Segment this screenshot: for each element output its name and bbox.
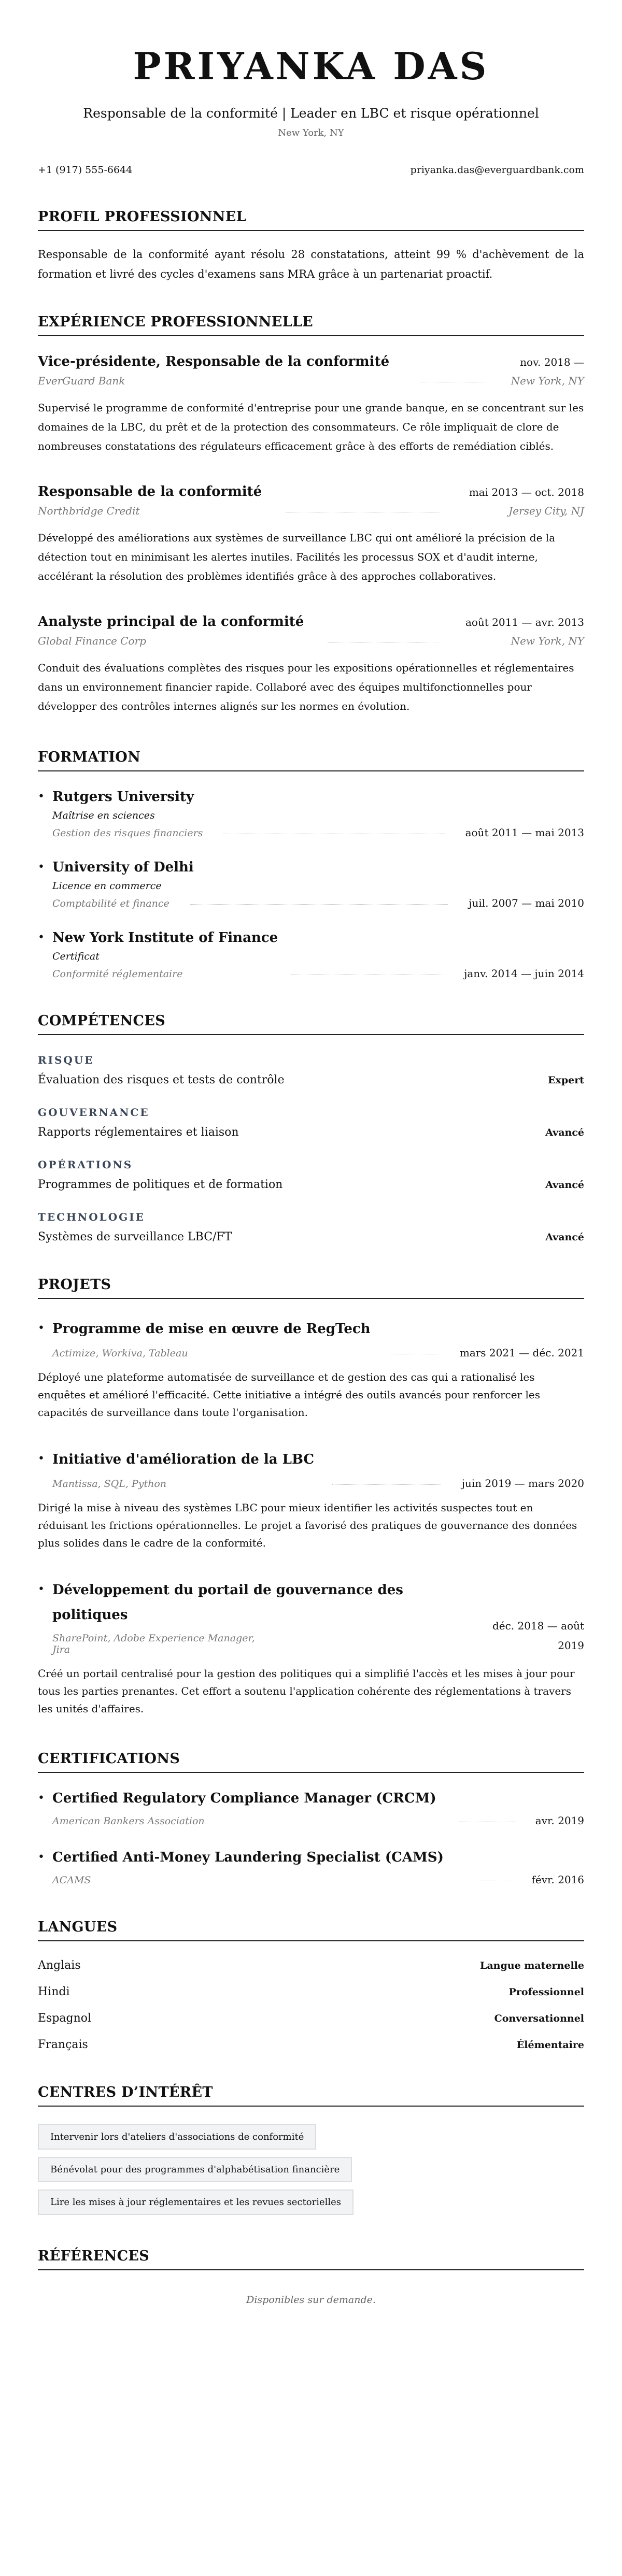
school-name: New York Institute of Finance (52, 930, 278, 946)
project-dates: mars 2021 — déc. 2021 (459, 1347, 584, 1359)
job-entry (38, 484, 584, 586)
project-dates: juin 2019 — mars 2020 (461, 1477, 584, 1490)
certification-entry (38, 1791, 584, 1827)
bullet-icon: • (38, 1583, 45, 1596)
interests-section (38, 2084, 584, 2215)
references-section (38, 2248, 584, 2306)
bullet-icon: • (38, 931, 45, 944)
skill-name: Programmes de politiques et de formation (38, 1178, 283, 1191)
job-dates: mai 2013 — oct. 2018 (469, 486, 584, 498)
phone[interactable]: +1 (917) 555-6644 (38, 164, 133, 176)
section-title: RÉFÉRENCES (38, 2248, 584, 2270)
job-entry (38, 614, 584, 716)
language-name: Anglais (38, 1959, 81, 1972)
job-description: Développé des améliorations aux systèmes de surveillance LBC qui ont amélioré la précision de la détection tout en minimisant les alertes inutiles. Facilités les processus SOX et d'audit interne, accélérant la résolution des problèmes identifiés grâce à des approches collaboratives. (38, 532, 556, 582)
skill-name: Rapports réglementaires et liaison (38, 1126, 239, 1139)
section-title: CERTIFICATIONS (38, 1751, 584, 1773)
certification-date: avr. 2019 (535, 1814, 584, 1827)
interest-tag: Bénévolat pour des programmes d'alphabétisation financière (38, 2157, 352, 2182)
bullet-icon: • (38, 861, 45, 874)
job-location: New York, NY (511, 635, 584, 647)
school-name: Rutgers University (52, 789, 194, 805)
job-location: New York, NY (511, 375, 584, 387)
skill-category: TECHNOLOGIE (38, 1211, 145, 1223)
language-level: Professionnel (508, 1986, 584, 1998)
skill-name: Systèmes de surveillance LBC/FT (38, 1230, 232, 1243)
job-location: Jersey City, NJ (508, 505, 584, 517)
project-entry (38, 1447, 584, 1552)
skill-level: Avancé (545, 1232, 584, 1243)
certification-issuer: ACAMS (52, 1874, 91, 1886)
project-description: Créé un portail centralisé pour la gestion des politiques qui a simplifié l'accès et les mises à jour pour tous les parties prenantes. Cet effort a soutenu l'application cohérente des réglementations à travers les unités d'affaires. (38, 1667, 575, 1715)
job-description: Conduit des évaluations complètes des risques pour les expositions opérationnelles et réglementaires dans un environnement financier rapide. Collaboré avec des équipes multifonctionnelles pour développer des contrôles internes alignés sur les normes en évolution. (38, 662, 574, 712)
education-dates: janv. 2014 — juin 2014 (464, 967, 584, 980)
profile-summary: Responsable de la conformité ayant résolu 28 constatations, atteint 99 % d'achèvement de la formation et livré des cycles d'examens sans MRA grâce à un partenariat proactif. (38, 248, 584, 280)
bullet-icon: • (38, 790, 45, 803)
job-entry (38, 354, 584, 456)
skill-level: Avancé (545, 1127, 584, 1138)
skill-level: Expert (548, 1075, 584, 1086)
section-title: LANGUES (38, 1919, 584, 1941)
job-title: Analyste principal de la conformité (38, 614, 304, 629)
skill-group (38, 1054, 584, 1086)
project-tech: SharePoint, Adobe Experience Manager, Jira (52, 1633, 255, 1655)
certifications-section (38, 1751, 584, 1886)
languages-section (38, 1919, 584, 2051)
skill-group (38, 1211, 584, 1243)
project-description: Dirigé la mise à niveau des systèmes LBC pour mieux identifier les activités suspectes tout en réduisant les frictions opérationnelles. Le projet a favorisé des pratiques de gouvernance des données plus solides dans le cadre de la conformité. (38, 1501, 577, 1549)
certification-date: févr. 2016 (531, 1873, 584, 1886)
interest-tag: Intervenir lors d'ateliers d'associations de conformité (38, 2124, 316, 2150)
skill-group (38, 1106, 584, 1139)
skill-category: GOUVERNANCE (38, 1106, 150, 1119)
bullet-icon: • (38, 1851, 45, 1864)
field-of-study: Comptabilité et finance (52, 898, 169, 909)
company: Global Finance Corp (38, 635, 146, 647)
project-title: Développement du portail de gouvernance des politiques (52, 1582, 403, 1623)
project-tech: Actimize, Workiva, Tableau (52, 1348, 188, 1359)
job-title: Vice-présidente, Responsable de la conformité (38, 354, 390, 369)
education-entry (38, 860, 584, 909)
language-level: Langue maternelle (479, 1960, 584, 1971)
section-title: CENTRES D’INTÉRÊT (38, 2084, 584, 2107)
degree: Maîtrise en sciences (52, 810, 155, 821)
project-dates: déc. 2018 — août 2019 (492, 1620, 584, 1652)
bullet-icon: • (38, 1792, 45, 1805)
language-level: Conversationnel (494, 2013, 584, 2024)
field-of-study: Gestion des risques financiers (52, 827, 203, 839)
job-title: Responsable de la conformité (38, 484, 262, 499)
project-description: Déployé une plateforme automatisée de surveillance et de gestion des cas qui a rationalisé les enquêtes et amélioré l'efficacité. Cette initiative a intégré des outils avancés pour renforcer les capacités de surveillance dans toute l'organisation. (38, 1371, 540, 1419)
job-dates: août 2011 — avr. 2013 (465, 616, 584, 628)
skills-section (38, 1013, 584, 1243)
certification-name: Certified Anti-Money Laundering Specialist (CAMS) (52, 1850, 444, 1865)
project-entry (38, 1578, 584, 1718)
degree: Licence en commerce (52, 880, 162, 892)
school-name: University of Delhi (52, 860, 194, 875)
dotted-leader (190, 904, 448, 905)
education-section (38, 749, 584, 980)
degree: Certificat (52, 951, 100, 962)
section-title: COMPÉTENCES (38, 1013, 584, 1035)
email[interactable]: priyanka.das@everguardbank.com (410, 164, 584, 176)
project-entry (38, 1316, 584, 1421)
education-dates: août 2011 — mai 2013 (465, 826, 584, 839)
project-tech: Mantissa, SQL, Python (52, 1478, 166, 1490)
language-level: Élémentaire (516, 2039, 584, 2051)
education-dates: juil. 2007 — mai 2010 (469, 897, 584, 909)
skill-name: Évaluation des risques et tests de contrôle (38, 1074, 285, 1086)
bullet-icon: • (38, 1322, 45, 1335)
resume-header (38, 40, 584, 176)
project-title: Initiative d'amélioration de la LBC (52, 1452, 315, 1467)
job-dates: nov. 2018 — (520, 356, 584, 368)
skill-category: OPÉRATIONS (38, 1158, 133, 1171)
education-entry (38, 789, 584, 839)
section-title: PROFIL PROFESSIONNEL (38, 209, 584, 231)
certification-issuer: American Bankers Association (52, 1815, 205, 1827)
education-entry (38, 930, 584, 980)
references-note: Disponibles sur demande. (246, 2294, 376, 2306)
company: Northbridge Credit (38, 505, 140, 517)
language-name: Hindi (38, 1985, 70, 1998)
certification-entry (38, 1850, 584, 1886)
candidate-headline: Responsable de la conformité | Leader en LBC et risque opérationnel (83, 106, 539, 121)
bullet-icon: • (38, 1452, 45, 1465)
field-of-study: Conformité réglementaire (52, 968, 183, 980)
experience-section (38, 314, 584, 716)
certification-name: Certified Regulatory Compliance Manager (CRCM) (52, 1791, 436, 1806)
section-title: EXPÉRIENCE PROFESSIONNELLE (38, 314, 584, 336)
job-description: Supervisé le programme de conformité d'entreprise pour une grande banque, en se concentrant sur les domaines de la LBC, du prêt et de la protection des consommateurs. Ce rôle impliquait de clore de nombreuses constatations des régulateurs efficacement grâce à des efforts de remédiation ciblés. (38, 402, 584, 452)
profile-section (38, 209, 584, 284)
candidate-location: New York, NY (278, 127, 344, 138)
language-row (38, 2012, 584, 2025)
skill-group (38, 1158, 584, 1191)
section-title: PROJETS (38, 1277, 584, 1299)
company: EverGuard Bank (38, 375, 125, 387)
interest-list (38, 2124, 584, 2215)
dotted-leader (332, 1484, 441, 1485)
language-row (38, 1985, 584, 1998)
language-name: Français (38, 2038, 88, 2051)
language-row (38, 1959, 584, 1972)
skill-category: RISQUE (38, 1054, 94, 1066)
interest-tag: Lire les mises à jour réglementaires et les revues sectorielles (38, 2189, 354, 2215)
contact-row (38, 164, 584, 176)
language-name: Espagnol (38, 2012, 92, 2025)
project-title: Programme de mise en œuvre de RegTech (52, 1321, 371, 1337)
section-title: FORMATION (38, 749, 584, 771)
language-row (38, 2038, 584, 2051)
projects-section (38, 1277, 584, 1718)
candidate-name: PRIYANKA DAS (133, 44, 489, 88)
skill-level: Avancé (545, 1179, 584, 1191)
